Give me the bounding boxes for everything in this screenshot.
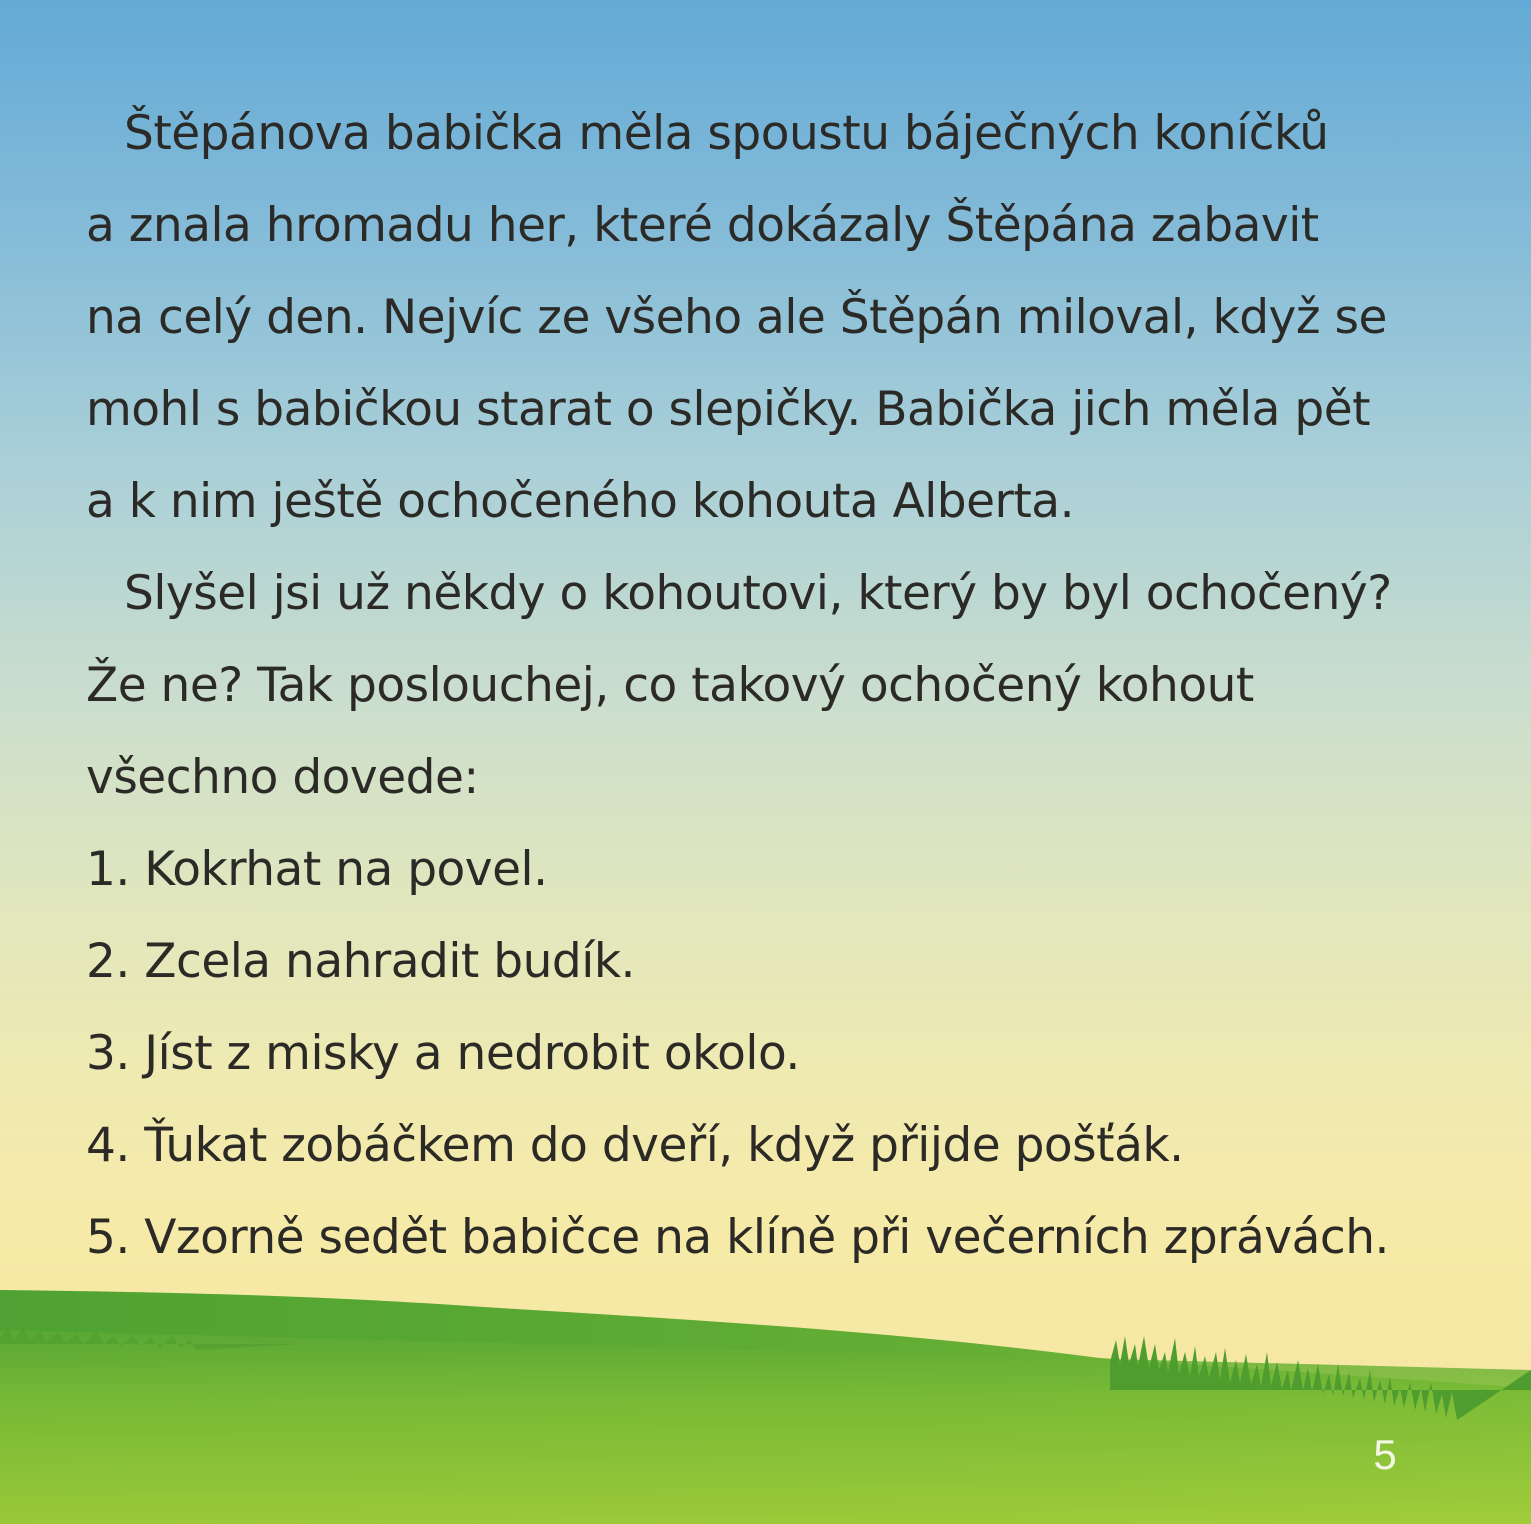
paragraph-1-line-1: Štěpánova babička měla spoustu báječných koníčků — [124, 106, 1329, 161]
meadow-shape — [0, 1330, 1531, 1524]
list-item-4: 4. Ťukat zobáčkem do dveří, když přijde pošťák. — [86, 1118, 1184, 1173]
list-item-3: 3. Jíst z misky a nedrobit okolo. — [86, 1026, 800, 1081]
story-text — [86, 88, 1476, 1284]
paragraph-2-line-3: všechno dovede: — [86, 750, 479, 805]
paragraph-1-line-3: na celý den. Nejvíc ze všeho ale Štěpán miloval, když se — [86, 290, 1387, 345]
paragraph-2-line-2: Že ne? Tak poslouchej, co takový ochočený kohout — [86, 658, 1254, 713]
list-item-2: 2. Zcela nahradit budík. — [86, 934, 635, 989]
list-item-1: 1. Kokrhat na povel. — [86, 842, 548, 897]
grass-meadow-illustration — [0, 1270, 1531, 1524]
page-number: 5 — [1373, 1431, 1397, 1478]
paragraph-2-line-1: Slyšel jsi už někdy o kohoutovi, který by byl ochočený? — [124, 566, 1392, 621]
paragraph-1-line-2: a znala hromadu her, které dokázaly Štěpána zabavit — [86, 198, 1319, 253]
paragraph-1-line-5: a k nim ještě ochočeného kohouta Alberta. — [86, 474, 1075, 529]
list-item-5: 5. Vzorně sedět babičce na klíně při večerních zprávách. — [86, 1210, 1389, 1265]
paragraph-1-line-4: mohl s babičkou starat o slepičky. Babička jich měla pět — [86, 382, 1371, 437]
